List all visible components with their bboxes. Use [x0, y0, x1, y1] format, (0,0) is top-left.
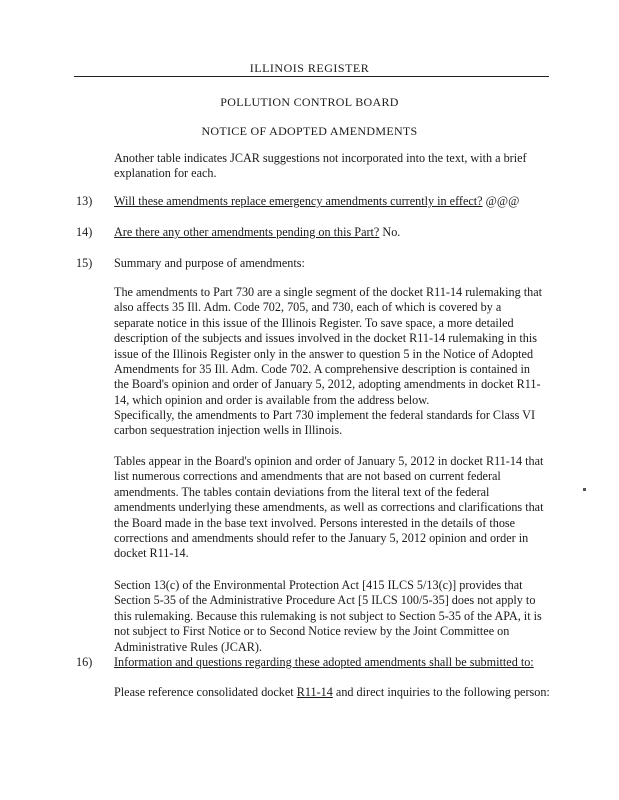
notice-title: NOTICE OF ADOPTED AMENDMENTS: [201, 124, 418, 138]
margin-mark: [583, 488, 586, 491]
item-14: [114, 225, 554, 240]
summary-paragraph-2: Specifically, the amendments to Part 730 implement the federal standards for Class VI carbon sequestration injection wells in Illinois.: [114, 408, 536, 438]
contact-paragraph: [114, 685, 554, 700]
board-name: POLLUTION CONTROL BOARD: [220, 95, 399, 109]
item-number-13: 13): [76, 194, 93, 208]
item-16: [114, 655, 554, 670]
summary-paragraph-3: Tables appear in the Board's opinion and order of January 5, 2012 in docket R11-14 that list numerous corrections and amendments that are not based on current federal amendments. The tables contain deviations from the literal text of the federal amendments underlying these amendments, as well as corrections and clarifications that the Board made in the base text involved. Persons interested in the details of those corrections and amendments should refer to the January 5, 2012 opinion and order in docket R11-14.: [114, 454, 544, 561]
contact-text-after: and direct inquiries to the following person:: [332, 685, 550, 699]
register-title: ILLINOIS REGISTER: [249, 61, 370, 75]
summary-paragraph-1: The amendments to Part 730 are a single segment of the docket R11-14 rulemaking that also affects 35 Ill. Adm. Code 702, 705, and 730, each of which is covered by a separate notice in this issue of the Illinois Register. To save space, a more detailed description of the subjects and issues involved in the docket R11-14 rulemaking in this issue of the Illinois Register only in the answer to question 5 in the Notice of Adopted Amendments for 35 Ill. Adm. Code 702. A comprehensive description is contained in the Board's opinion and order of January 5, 2012, adopting amendments in docket R11-14, which opinion and order is available from the address below.: [114, 285, 543, 407]
item-15-question: Summary and purpose of amendments:: [114, 256, 305, 270]
item-14-answer: No.: [382, 225, 401, 239]
item-number-16: 16): [76, 655, 93, 669]
contact-text-before: Please reference consolidated docket: [114, 685, 297, 699]
header-rule: [74, 76, 549, 77]
item-number-14: 14): [76, 225, 93, 239]
item-13-answer: @@@: [485, 194, 520, 208]
intro-paragraph: Another table indicates JCAR suggestions not incorporated into the text, with a brief explanation for each.: [114, 151, 527, 181]
item-16-question: Information and questions regarding these adopted amendments shall be submitted to:: [114, 655, 534, 669]
summary-paragraph-4: Section 13(c) of the Environmental Protection Act [415 ILCS 5/13(c)] provides that Section 5-35 of the Administrative Procedure Act [5 ILCS 100/5-35] does not apply to this rulemaking. Because this rulemaking is not subject to Section 5-35 of the APA, it is not subject to First Notice or to Second Notice review by the Joint Committee on Administrative Rules (JCAR).: [114, 578, 542, 654]
item-number-15: 15): [76, 256, 93, 270]
item-14-question: Are there any other amendments pending on this Part?: [114, 225, 380, 239]
item-13: [114, 194, 554, 209]
item-15: [114, 256, 554, 271]
docket-number: R11-14: [296, 685, 333, 699]
item-13-question: Will these amendments replace emergency amendments currently in effect?: [114, 194, 483, 208]
